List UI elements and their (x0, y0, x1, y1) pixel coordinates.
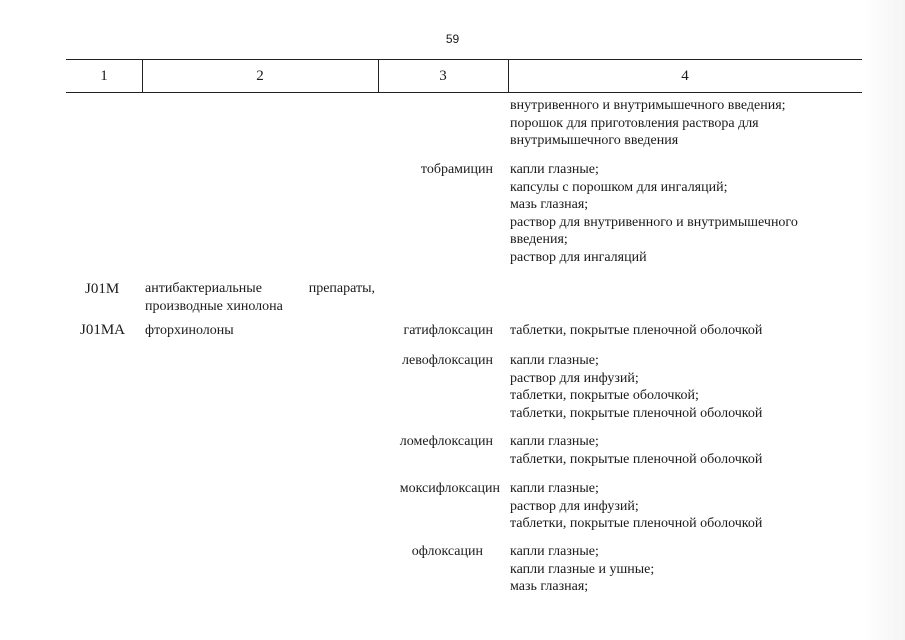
header-cell-4: 4 (681, 67, 689, 84)
dosage-forms-tobramycin (510, 161, 798, 266)
scan-edge-shading (865, 0, 905, 640)
dosage-forms-lomefloxacin (510, 433, 762, 468)
form-line: мазь глазная; (510, 579, 589, 594)
drug-name-levofloxacin: левофлоксацин (402, 353, 493, 368)
form-line: таблетки, покрытые пленочной оболочкой (510, 323, 763, 338)
dosage-forms-levofloxacin (510, 352, 762, 422)
dosage-forms-ofloxacin (510, 543, 654, 596)
form-line: введения; (510, 232, 568, 247)
header-cell-3: 3 (439, 67, 447, 84)
drug-name-gatifloxacin: гатифлоксацин (403, 323, 493, 338)
form-line: капсулы с порошком для ингаляций; (510, 179, 728, 195)
description-line: производные хинолона (145, 298, 283, 314)
form-line: раствор для инфузий; (510, 370, 639, 386)
atc-code-j01m: J01M (85, 281, 120, 297)
form-line: раствор для внутривенного и внутримышечного (510, 214, 798, 230)
dosage-forms-moxifloxacin (510, 480, 762, 533)
form-line: капли глазные; (510, 481, 599, 496)
drug-name-tobramycin: тобрамицин (420, 162, 493, 177)
description-word: препараты, (308, 281, 375, 296)
page-number: 59 (445, 32, 460, 46)
form-line: таблетки, покрытые пленочной оболочкой (510, 516, 763, 531)
continuation-forms (510, 97, 786, 150)
form-line: таблетки, покрытые пленочной оболочкой (510, 405, 763, 421)
atc-code-j01ma: J01MA (80, 322, 126, 338)
header-cell-1: 1 (100, 67, 108, 84)
group-description-j01m (145, 280, 375, 315)
form-line: порошок для приготовления раствора для (510, 115, 759, 131)
form-line: внутримышечного введения (510, 133, 679, 148)
form-line: капли глазные; (510, 544, 599, 559)
drug-name-moxifloxacin: моксифлоксацин (399, 481, 500, 496)
group-description-j01ma: фторхинолоны (145, 323, 234, 338)
dosage-forms-gatifloxacin (510, 322, 762, 340)
drug-name-ofloxacin: офлоксацин (411, 544, 483, 559)
description-line (145, 280, 375, 298)
form-line: раствор для инфузий; (510, 498, 639, 514)
form-line: таблетки, покрытые пленочной оболочкой (510, 451, 763, 467)
description-word: антибактериальные (145, 281, 262, 296)
form-line: таблетки, покрытые оболочкой; (510, 388, 699, 403)
form-line: капли глазные; (510, 162, 599, 177)
form-line: капли глазные; (510, 353, 599, 368)
form-line: капли глазные; (510, 434, 599, 449)
form-line: мазь глазная; (510, 197, 589, 212)
form-line: раствор для ингаляций (510, 249, 647, 265)
table-header-row (66, 59, 862, 93)
form-line: внутривенного и внутримышечного введения; (510, 98, 786, 113)
form-line: капли глазные и ушные; (510, 561, 655, 577)
header-cell-2: 2 (256, 67, 264, 84)
drug-name-lomefloxacin: ломефлоксацин (399, 434, 493, 449)
